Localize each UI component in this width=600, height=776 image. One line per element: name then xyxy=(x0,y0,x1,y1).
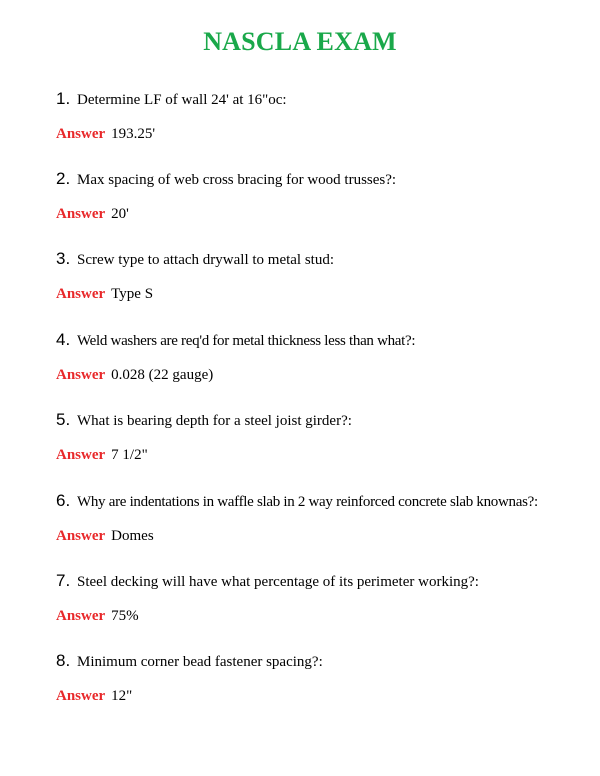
question-number: 3. xyxy=(56,249,71,268)
question-text: Weld washers are req'd for metal thickness less than what?: xyxy=(77,333,416,349)
answer-label: Answer xyxy=(56,367,106,383)
answer-line xyxy=(56,124,576,144)
question-number: 7. xyxy=(56,571,71,590)
question-line xyxy=(56,248,576,270)
question-text: Why are indentations in waffle slab in 2 way reinforced concrete slab knownas?: xyxy=(77,494,538,510)
answer-value: 12" xyxy=(111,688,133,704)
question-item-6 xyxy=(56,490,576,546)
question-line xyxy=(56,409,576,431)
question-number: 2. xyxy=(56,169,71,188)
answer-value: 75% xyxy=(111,608,139,624)
question-item-5 xyxy=(56,409,576,465)
question-number: 4. xyxy=(56,330,71,349)
answer-value: 7 1/2" xyxy=(111,447,148,463)
answer-value: 0.028 (22 gauge) xyxy=(111,367,214,383)
question-item-3 xyxy=(56,248,576,304)
answer-line xyxy=(56,686,576,706)
answer-label: Answer xyxy=(56,447,106,463)
question-line xyxy=(56,490,576,512)
answer-line xyxy=(56,445,576,465)
question-item-1 xyxy=(56,88,576,144)
question-number: 8. xyxy=(56,651,71,670)
answer-value: Domes xyxy=(111,528,154,544)
answer-label: Answer xyxy=(56,528,106,544)
answer-line xyxy=(56,284,576,304)
question-text: Steel decking will have what percentage of its perimeter working?: xyxy=(77,574,479,590)
question-number: 1. xyxy=(56,89,71,108)
answer-label: Answer xyxy=(56,286,106,302)
question-line xyxy=(56,88,576,110)
question-line xyxy=(56,650,576,672)
question-number: 5. xyxy=(56,410,71,429)
question-line xyxy=(56,329,576,351)
answer-value: Type S xyxy=(111,286,154,302)
answer-line xyxy=(56,365,576,385)
question-text: Screw type to attach drywall to metal stud: xyxy=(77,252,335,268)
question-text: Determine LF of wall 24' at 16"oc: xyxy=(77,92,287,108)
answer-label: Answer xyxy=(56,608,106,624)
question-number: 6. xyxy=(56,491,71,510)
question-item-4 xyxy=(56,329,576,385)
answer-line xyxy=(56,204,576,224)
question-item-2 xyxy=(56,168,576,224)
question-text: What is bearing depth for a steel joist girder?: xyxy=(77,413,352,429)
answer-label: Answer xyxy=(56,688,106,704)
question-item-7 xyxy=(56,570,576,626)
answer-label: Answer xyxy=(56,126,106,142)
page-title: NASCLA EXAM xyxy=(203,27,397,56)
answer-line xyxy=(56,606,576,626)
question-text: Minimum corner bead fastener spacing?: xyxy=(77,654,323,670)
answer-line xyxy=(56,526,576,546)
answer-value: 20' xyxy=(111,206,129,222)
question-line xyxy=(56,168,576,190)
question-text: Max spacing of web cross bracing for wood trusses?: xyxy=(77,172,397,188)
answer-value: 193.25' xyxy=(111,126,156,142)
question-item-8 xyxy=(56,650,576,706)
answer-label: Answer xyxy=(56,206,106,222)
question-line xyxy=(56,570,576,592)
